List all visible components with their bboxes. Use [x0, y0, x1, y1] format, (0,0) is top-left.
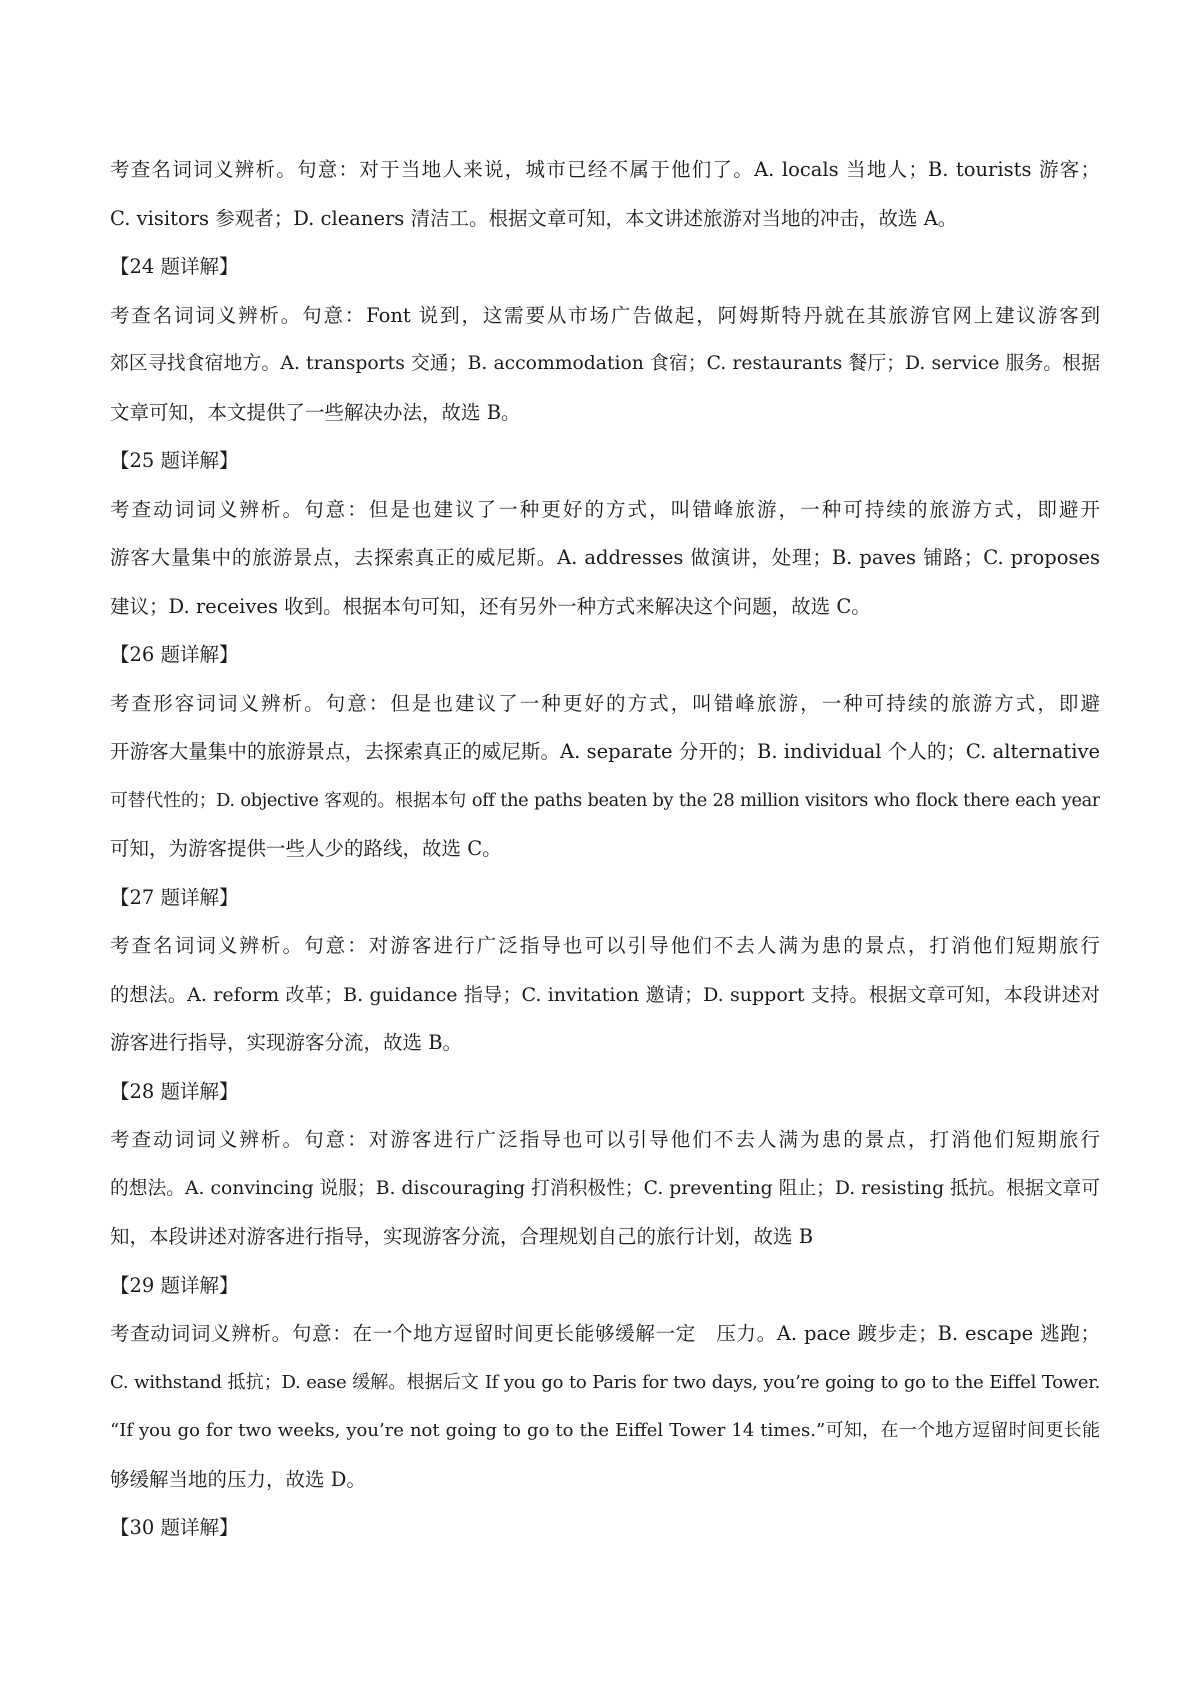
explanation-paragraph	[110, 292, 1100, 438]
question-heading-26: 【26 题详解】	[110, 643, 239, 666]
question-heading-29: 【29 题详解】	[110, 1273, 239, 1297]
question-heading-30: 【30 题详解】	[110, 1516, 239, 1539]
text-line: 考查名词词义辨析。句意：Font 说到，这需要从市场广告做起，阿姆斯特丹就在其旅游官网上建议游客到	[110, 303, 1100, 327]
text-line: 考查名词词义辨析。句意：对于当地人来说，城市已经不属于他们了。A. locals 当地人；B. tourists 游客；	[110, 158, 1100, 181]
text-line: 考查动词词义辨析。句意：对游客进行广泛指导也可以引导他们不去人满为患的景点，打消他们短期旅行	[110, 1128, 1100, 1151]
question-heading-28: 【28 题详解】	[110, 1079, 239, 1103]
explanation-paragraph	[110, 146, 1100, 243]
text-line: 郊区寻找食宿地方。A. transports 交通；B. accommodation 食宿；C. restaurants 餐厅；D. service 服务。根据	[110, 353, 1100, 374]
text-line: 可替代性的；D. objective 客观的。根据本句 off the paths beaten by the 28 million visitors who flock there each year	[110, 790, 1100, 811]
text-line: C. withstand 抵抗；D. ease 缓解。根据后文 If you go to Paris for two days, you’re going to go to the Eiffel Tower.	[110, 1371, 1100, 1393]
text-line: 考查名词词义辨析。句意：对游客进行广泛指导也可以引导他们不去人满为患的景点，打消他们短期旅行	[110, 934, 1100, 957]
question-heading-27: 【27 题详解】	[110, 885, 239, 909]
text-line: 开游客大量集中的旅游景点，去探索真正的威尼斯。A. separate 分开的；B. individual 个人的；C. alternative	[110, 740, 1100, 763]
text-line: 考查动词词义辨析。句意：但是也建议了一种更好的方式，叫错峰旅游，一种可持续的旅游方式，即避开	[110, 497, 1100, 521]
text-line: C. visitors 参观者；D. cleaners 清洁工。根据文章可知，本文讲述旅游对当地的冲击，故选 A。	[110, 206, 958, 230]
text-line: 文章可知，本文提供了一些解决办法，故选 B。	[110, 400, 521, 424]
text-line: 游客大量集中的旅游景点，去探索真正的威尼斯。A. addresses 做演讲，处理；B. paves 铺路；C. proposes	[110, 546, 1100, 569]
text-line: 考查形容词词义辨析。句意：但是也建议了一种更好的方式，叫错峰旅游，一种可持续的旅游方式，即避	[110, 691, 1100, 715]
text-line: 建议；D. receives 收到。根据本句可知，还有另外一种方式来解决这个问题，故选 C。	[110, 594, 871, 618]
text-line: 的想法。A. convincing 说服；B. discouraging 打消积极性；C. preventing 阻止；D. resisting 抵抗。根据文章可	[110, 1177, 1100, 1199]
explanation-paragraph	[110, 1116, 1100, 1262]
text-line: “If you go for two weeks, you’re not going to go to the Eiffel Tower 14 times.”可知，在一个地方逗留时间更长能	[110, 1420, 1100, 1441]
question-heading-25: 【25 题详解】	[110, 449, 239, 472]
text-line: 知，本段讲述对游客进行指导，实现游客分流，合理规划自己的旅行计划，故选 B	[110, 1225, 814, 1248]
text-line: 的想法。A. reform 改革；B. guidance 指导；C. invitation 邀请；D. support 支持。根据文章可知，本段讲述对	[110, 983, 1100, 1006]
text-line: 够缓解当地的压力，故选 D。	[110, 1467, 366, 1491]
explanation-paragraph	[110, 486, 1100, 632]
text-line: 考查动词词义辨析。句意：在一个地方逗留时间更长能够缓解一定 压力。A. pace 踱步走；B. escape 逃跑；	[110, 1322, 1100, 1345]
explanation-paragraph	[110, 1310, 1100, 1504]
document-page	[110, 146, 1100, 1553]
explanation-paragraph	[110, 680, 1100, 874]
explanation-paragraph	[110, 922, 1100, 1068]
text-line: 游客进行指导，实现游客分流，故选 B。	[110, 1031, 463, 1054]
text-line: 可知，为游客提供一些人少的路线，故选 C。	[110, 837, 502, 860]
question-heading-24: 【24 题详解】	[110, 255, 239, 278]
